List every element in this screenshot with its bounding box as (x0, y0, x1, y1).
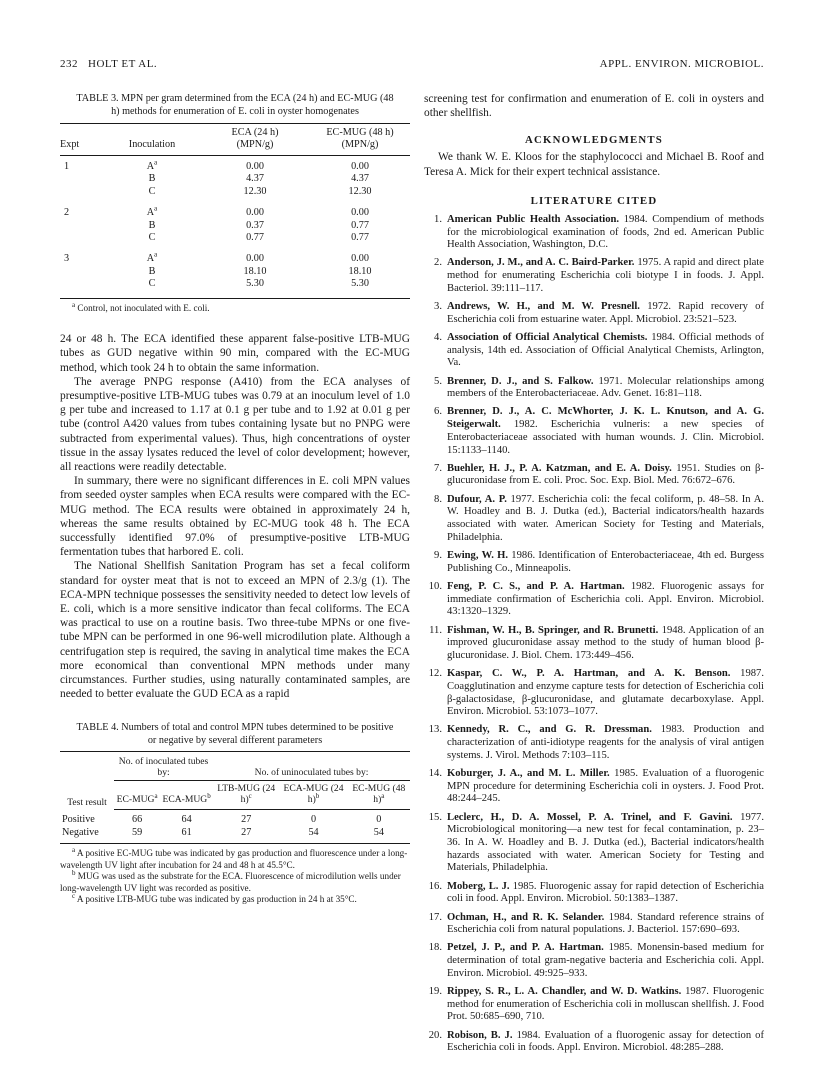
reference-authors: Robison, B. J. (447, 1029, 513, 1041)
table4-footnote-text: MUG was used as the substrate for the ECA. Fluorescence of microdilution wells under long-wavelength UV light was recorded as positive. (60, 871, 401, 893)
reference-authors: Fishman, W. H., B. Springer, and R. Brunetti. (447, 624, 659, 636)
table4-footnote-text: A positive EC-MUG tube was indicated by gas production and fluorescence under a long-wavelength UV light after incubation for 24 and 48 h at 45.5°C. (60, 848, 408, 870)
reference-authors: Leclerc, H., D. A. Mossel, P. A. Trinel, and F. Gavini. (447, 811, 733, 823)
reference-number: 18. (428, 942, 442, 954)
table3-inoculation (104, 266, 200, 278)
table-row (60, 198, 410, 219)
table3-expt (60, 220, 104, 232)
reference-number: 3. (434, 301, 442, 313)
reference-number: 11. (429, 624, 442, 636)
page-number: 232 (60, 58, 78, 70)
table3-expt (60, 278, 104, 298)
reference-authors: Kennedy, R. C., and G. R. Dressman. (447, 724, 652, 736)
table3-ecmug-value: 12.30 (348, 185, 372, 197)
reference-item (424, 881, 764, 906)
table3-inoculation-value: C (148, 232, 156, 244)
reference-text (447, 406, 764, 457)
reference-details: 1985. Monensin-based medium for determination of total gram-negative bacteria and Escherichia coli. Appl. Environ. Microbiol. 49:925–933. (447, 942, 764, 979)
reference-details: 1977. Escherichia coli: the fecal coliform, p. 48–58. In A. W. Hoadley and B. J. Dutka (ed.), Bacterial indicators/health hazards associated with water. American Society for Testing and Materials, Philadelphia. (447, 493, 764, 543)
reference-authors: Ochman, H., and R. K. Selander. (447, 911, 605, 923)
table3-eca-value: 5.30 (246, 278, 264, 290)
table4-footnote-mark: a (72, 846, 76, 855)
reference-details: 1951. Studies on β-glucuronidase from E. coli. Proc. Soc. Exp. Biol. Med. 76:672–676. (447, 462, 764, 487)
reference-details: 1985. Evaluation of a fluorogenic MPN procedure for determining Escherichia coli in oysters. J. Food Prot. 48:244–245. (447, 768, 765, 805)
table4-cell: 66 (131, 814, 143, 826)
table4-cell: 54 (308, 826, 319, 838)
reference-authors: Petzel, J. P., and P. A. Hartman. (447, 942, 604, 954)
table4-subheader-label: ECA-MUG (24 h) (283, 783, 344, 806)
reference-details: 1986. Identification of Enterobacteriaceae, 4th ed. Burgess Publishing Co., Minneapolis. (447, 549, 764, 574)
reference-number: 13. (428, 724, 442, 736)
table4-subheader-mark: a (381, 792, 385, 801)
reference-item (424, 724, 764, 762)
reference-authors: Ewing, W. H. (447, 549, 509, 561)
table3-expt (60, 266, 104, 278)
reference-details: 1948. Application of an improved glucuronidase assay method to the study of human blood β-glucuronidase. J. Biol. Chem. 173:449–456. (447, 624, 765, 661)
reference-text (447, 812, 764, 876)
table3-inoculation (104, 278, 200, 298)
table3-ecmug-value: 0.00 (351, 161, 369, 172)
reference-item (424, 812, 764, 876)
table4-footnotes (60, 848, 410, 906)
table4 (60, 751, 410, 844)
table4-footnote-mark: b (72, 869, 76, 878)
table3-ecmug-value: 0.77 (351, 219, 369, 231)
reference-authors: Buehler, H. J., P. A. Katzman, and E. A. Doisy. (447, 462, 672, 474)
reference-authors: Association of Official Analytical Chemists. (447, 331, 648, 343)
table4-row-label: Negative (62, 826, 99, 838)
table3-inoculation (104, 198, 200, 219)
table3-caption: TABLE 3. MPN per gram determined from the ECA (24 h) and EC-MUG (48 h) methods for enumeration of E. coli in oyster homogenates (76, 93, 394, 117)
table4-header-test-result: Test result (67, 796, 107, 808)
table3-inoculation-value: C (148, 185, 156, 197)
table3-expt (60, 232, 104, 244)
reference-text (447, 912, 764, 937)
table3-footnote-text: Control, not inoculated with E. coli. (77, 302, 210, 313)
table3-ecmug-value: 18.10 (348, 265, 372, 277)
table4-footnote (60, 894, 410, 906)
table4-cell: 0 (310, 814, 317, 826)
reference-details: 1984. Evaluation of a fluorogenic assay for detection of Escherichia coli in foods. Appl. Environ. Microbiol. 48:285–288. (447, 1029, 764, 1054)
reference-text (447, 301, 764, 326)
reference-details: 1977. Microbiological monitoring—a new test for fecal contamination, p. 23–36. In A. W. Hoadley and B. J. Dutka (ed.), Bacterial indicators/health hazards associated with water. American Society for Testing and Materials, Philadelphia. (447, 811, 764, 874)
table-row (60, 232, 410, 244)
table4-subheader-label: EC-MUG (116, 794, 155, 806)
table3-header-expt: Expt (60, 124, 104, 156)
reference-item (424, 625, 764, 663)
table3-footnote-mark: a (154, 251, 158, 260)
reference-item (424, 768, 764, 806)
table4-subheader-label: ECA-MUG (162, 794, 208, 806)
table-row (60, 220, 410, 232)
reference-text (447, 257, 764, 295)
table4-subheader-mark: b (207, 792, 211, 801)
running-head-journal: APPL. ENVIRON. MICROBIOL. (599, 58, 764, 70)
reference-item (424, 1030, 764, 1055)
table3-footnote-mark: a (154, 204, 158, 213)
reference-item (424, 214, 764, 252)
acknowledgments-section (424, 150, 764, 178)
reference-number: 16. (428, 880, 442, 892)
table3-header-eca-label: ECA (24 h) (231, 127, 279, 138)
reference-authors: Kaspar, C. W., P. A. Hartman, and A. K. Benson. (447, 668, 731, 680)
reference-number: 20. (428, 1029, 442, 1041)
table3-ecmug-value: 0.77 (351, 232, 369, 244)
table4-body (60, 810, 410, 844)
table4-cell: 27 (241, 814, 252, 826)
reference-text (447, 581, 764, 619)
reference-number: 17. (428, 911, 442, 923)
reference-details: 1983. Production and characterization of anti-idiotype reagents for the analysis of viral antigen systems. J. Virol. Methods 7:103–115. (447, 724, 765, 761)
table3-expt: 3 (64, 253, 70, 265)
table3-inoculation-value: A (146, 253, 155, 265)
table4-footnote-text: A positive LTB-MUG tube was indicated by gas production in 24 h at 35°C. (76, 894, 357, 905)
reference-details: 1987. Fluorogenic method for enumeration of Escherichia coli in molluscan shellfish. J. Food Prot. 50:685–690, 710. (447, 986, 764, 1023)
table3-ecmug-value: 5.30 (351, 278, 369, 290)
table3-ecmug-value: 4.37 (351, 173, 369, 185)
table3-inoculation-value: A (146, 207, 155, 219)
table3-inoculation (104, 173, 200, 185)
reference-item (424, 406, 764, 457)
table3-expt: 1 (64, 161, 70, 172)
table4-footnote-mark: c (72, 892, 76, 901)
body-paragraph-2: The average PNPG response (A410) from the ECA analyses of presumptive-positive LTB-MUG tubes was 0.79 at an inoculum level of 1.0 g per tube and increased to 1.17 at 0.1 g per tube and to 1.92 at 0.01 g per tube (control A420 values from tubes containing lysate but no PNPG were subtracted from experimental values). Thus, high concentrations of oyster tissue in the assay lysates reduced the level of color development; however, all reactions were readily detectable. (60, 375, 410, 473)
body-text-right (424, 92, 764, 120)
table3-inoculation (104, 220, 200, 232)
reference-text (447, 768, 764, 806)
reference-number: 5. (434, 375, 442, 387)
reference-number: 15. (428, 811, 442, 823)
table3-eca-value: 4.37 (246, 173, 264, 185)
reference-item (424, 581, 764, 619)
table3-ecmug-value: 0.00 (351, 253, 369, 265)
table3-inoculation-value: A (146, 161, 155, 172)
table4-subheader-mark: a (154, 792, 158, 801)
table4-row-label: Positive (62, 814, 95, 826)
reference-authors: Koburger, J. A., and M. L. Miller. (447, 768, 610, 780)
table3-expt: 2 (64, 207, 70, 219)
table3-header-eca-unit: (MPN/g) (236, 139, 274, 150)
reference-details: 1982. Fluorogenic assays for immediate confirmation of Escherichia coli. Appl. Environ. Microbiol. 43:1320–1329. (447, 580, 764, 618)
body-paragraph-4: The National Shellfish Sanitation Program has set a fecal coliform standard for oyster meat that is not to exceed an MPN of 2.3/g (1). The ECA-MPN technique possesses the sensitivity needed to detect low levels of E. coli, which is a more sensitive indicator than fecal coliforms. The ECA was practical to use on a routine basis. Two three-tube MPNs or one five-tube MPN can be performed in one 96-well microdilution plate. Although a centrifugation step is required, the saving in analytical time makes the ECA more economical than conventional MPN methods under many circumstances. Further studies, using naturally contaminated samples, are needed to better evaluate the GUD ECA as a rapid (60, 560, 410, 701)
table3-header-eca (200, 124, 310, 156)
table3-eca-value: 0.00 (246, 207, 264, 219)
table3 (60, 123, 410, 299)
table3-expt (60, 173, 104, 185)
table3-eca-value: 0.00 (246, 253, 264, 265)
reference-number: 6. (434, 406, 442, 418)
acknowledgments-text: We thank W. E. Kloos for the staphylococci and Michael B. Roof and Teresa A. Mick for their expert technical assistance. (424, 151, 764, 178)
reference-text (447, 550, 764, 575)
reference-details: 1972. Rapid recovery of Escherichia coli from estuarine water. Appl. Microbiol. 23:521–523. (447, 301, 764, 325)
reference-item (424, 376, 764, 401)
table-row (60, 810, 410, 827)
table4-subheader (114, 781, 160, 810)
reference-item (424, 550, 764, 575)
table3-eca-value: 0.77 (246, 232, 264, 244)
reference-authors: Brenner, D. J., and S. Falkow. (447, 375, 594, 387)
table3-inoculation-value: B (148, 265, 156, 277)
reference-item (424, 332, 764, 370)
reference-item (424, 912, 764, 937)
right-column (424, 92, 764, 1061)
running-head-authors: HOLT ET AL. (88, 58, 158, 70)
reference-number: 7. (434, 462, 442, 474)
reference-text (447, 668, 764, 719)
reference-text (447, 214, 764, 252)
body-text-left (60, 332, 410, 701)
table4-cell: 59 (131, 826, 143, 838)
reference-item (424, 463, 764, 488)
reference-number: 8. (434, 493, 442, 505)
reference-authors: Dufour, A. P. (447, 493, 507, 505)
table3-body (60, 156, 410, 299)
body-paragraph-3: In summary, there were no significant differences in E. coli MPN values from seeded oyster samples when ECA results were compared with the EC-MUG method. The ECA results were obtained in approximately 24 h, whereas the same results obtained by EC-MUG took 48 h. The ECA successfully identified 97.0% of presumptive-positive LTB-MUG fermentation tubes that harbored E. coli. (60, 475, 410, 559)
reference-details: 1984. Official methods of analysis, 14th ed. Association of Official Analytical Chemists, Arlington, Va. (447, 331, 764, 369)
body-paragraph-5: screening test for confirmation and enumeration of E. coli in oysters and other shellfish. (424, 93, 764, 120)
acknowledgments-heading: ACKNOWLEDGMENTS (525, 134, 663, 147)
table3-header-ecmug (310, 124, 410, 156)
table-row (60, 266, 410, 278)
table4-subheader (160, 781, 213, 810)
reference-item (424, 668, 764, 719)
reference-details: 1975. A rapid and direct plate method for enumerating Escherichia coli biotype I in foods. J. Appl. Bacteriol. 39:111–117. (447, 257, 764, 294)
reference-text (447, 881, 764, 906)
table-row (60, 244, 410, 265)
body-paragraph-1: 24 or 48 h. The ECA identified these apparent false-positive LTB-MUG tubes as GUD negative within 90 min, compared with the EC-MUG method, which took 24 h to obtain the same information. (60, 333, 410, 374)
table3-eca-value: 18.10 (243, 265, 267, 277)
reference-text (447, 986, 764, 1024)
left-column (60, 92, 410, 906)
reference-authors: Feng, P. C. S., and P. A. Hartman. (447, 580, 625, 592)
table3-inoculation-value: B (148, 173, 156, 185)
table4-cell: 27 (241, 826, 252, 838)
reference-text (447, 724, 764, 762)
reference-authors: Andrews, W. H., and M. W. Presnell. (447, 301, 640, 313)
reference-authors: American Public Health Association. (447, 213, 620, 225)
table3-header-inoculation: Inoculation (104, 124, 200, 156)
reference-item (424, 257, 764, 295)
table3-inoculation (104, 156, 200, 174)
reference-details: 1985. Fluorogenic assay for rapid detection of Escherichia coli in food. Appl. Environ. Microbiol. 50:1383–1387. (447, 880, 764, 905)
reference-authors: Moberg, L. J. (447, 880, 510, 892)
table4-subheader-label: LTB-MUG (24 h) (217, 783, 276, 806)
table-row (60, 186, 410, 198)
table3-expt (60, 186, 104, 198)
table3-header-ecmug-label: EC-MUG (48 h) (326, 127, 394, 138)
reference-authors: Rippey, S. R., L. A. Chandler, and W. D. Watkins. (447, 986, 682, 998)
reference-text (447, 625, 764, 663)
table-row (60, 173, 410, 185)
reference-authors: Brenner, D. J., A. C. McWhorter, J. K. L. Knutson, and A. G. Steigerwalt. (447, 406, 764, 431)
table3-header-ecmug-unit: (MPN/g) (341, 139, 379, 150)
reference-text (447, 463, 764, 488)
table-row (60, 827, 410, 844)
reference-number: 19. (428, 986, 442, 998)
table4-cell: 54 (373, 826, 384, 838)
literature-cited-heading: LITERATURE CITED (530, 194, 658, 207)
reference-number: 4. (434, 331, 442, 343)
table3-eca-value: 0.37 (246, 219, 264, 231)
table3-inoculation-value: C (148, 278, 156, 290)
reference-authors: Anderson, J. M., and A. C. Baird-Parker. (447, 257, 635, 269)
table3-ecmug-value: 0.00 (351, 207, 369, 219)
table3-footnote: $^a$ Control, not inoculated with E. coli. (72, 300, 210, 313)
table4-cell: 0 (376, 814, 382, 826)
table3-eca-value: 12.30 (243, 185, 267, 197)
reference-text (447, 376, 764, 401)
table4-footnote (60, 871, 410, 894)
reference-details: 1984. Standard reference strains of Escherichia coli from natural populations. J. Bacteriol. 157:690–693. (447, 911, 764, 936)
table3-inoculation-value: B (148, 219, 156, 231)
reference-details: 1987. Coagglutination and enzyme capture tests for detection of Escherichia coli β-galactosidase, β-glucuronidase, and glutamate decarboxylase. Appl. Environ. Microbiol. 53:1073–1077. (447, 668, 764, 718)
reference-text (447, 942, 764, 980)
reference-item (424, 986, 764, 1024)
table4-footnote (60, 848, 410, 871)
reference-item (424, 942, 764, 980)
reference-item (424, 494, 764, 545)
table-row (60, 278, 410, 298)
reference-text (447, 1030, 764, 1055)
table3-inoculation (104, 232, 200, 244)
table4-cell: 61 (181, 826, 192, 838)
reference-text (447, 494, 764, 545)
reference-number: 12. (428, 668, 442, 680)
table3-inoculation (104, 186, 200, 198)
reference-number: 2. (434, 257, 442, 269)
table4-header-uninoculated: No. of uninoculated tubes by: (213, 752, 410, 781)
reference-number: 14. (428, 768, 442, 780)
table4-subheader (348, 781, 410, 810)
table4-subheader-label: EC-MUG (48 h) (352, 783, 406, 806)
table3-footnote-mark: a (154, 158, 158, 167)
reference-details: 1982. Escherichia vulneris: a new species of Enterobacteriaceae associated with human wounds. J. Clin. Microbiol. 15:1133–1140. (447, 419, 764, 456)
reference-text (447, 332, 764, 370)
table-row (60, 156, 410, 174)
table4-header-inoculated: No. of inoculated tubes by: (114, 752, 213, 781)
table4-subheader-mark: c (248, 792, 252, 801)
table4-cell: 64 (181, 814, 192, 826)
reference-number: 1. (434, 213, 442, 225)
reference-item (424, 301, 764, 326)
table3-inoculation (104, 244, 200, 265)
reference-number: 10. (428, 580, 442, 592)
reference-details: 1971. Molecular relationships among members of the Enterobacteriaceae. Adv. Genet. 16:81–118. (447, 375, 764, 400)
table4-subheader (279, 781, 347, 810)
table4-subheader (213, 781, 279, 810)
reference-list (424, 214, 764, 1055)
table4-caption: TABLE 4. Numbers of total and control MPN tubes determined to be positive or negative by several different parameters (76, 722, 394, 747)
reference-number: 9. (434, 549, 442, 561)
table3-eca-value: 0.00 (246, 161, 264, 172)
reference-details: 1984. Compendium of methods for the microbiological examination of foods, 2nd ed. American Public Health Association, Washington, D.C. (447, 213, 764, 251)
table4-subheader-mark: b (315, 792, 320, 801)
